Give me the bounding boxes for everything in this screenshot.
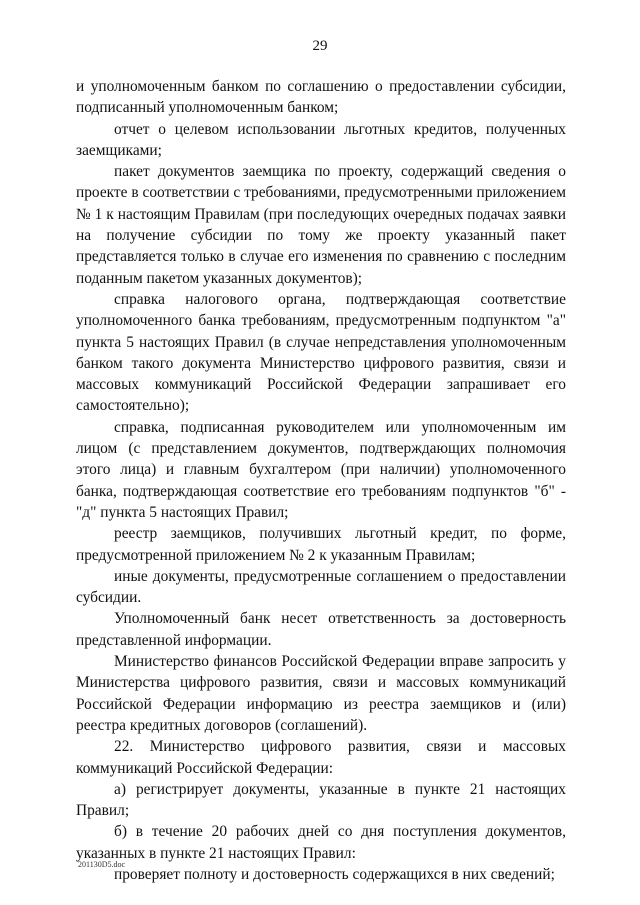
footer-file-code: 201130D5.doc: [78, 860, 126, 869]
paragraph: проверяет полноту и достоверность содержащихся в них сведений;: [114, 865, 555, 883]
paragraph: Министерство финансов Российской Федерации вправе запросить у Министерства цифрового развития, связи и массовых коммуникаций Российской Федерации информацию из реестра заемщиков и (или) реестра кредитных договоров (соглашений).: [76, 653, 566, 734]
paragraph: отчет о целевом использовании льготных кредитов, полученных заемщиками;: [76, 120, 566, 159]
paragraph: 22. Министерство цифрового развития, связи и массовых коммуникаций Российской Федерации:: [76, 738, 566, 777]
paragraph: а) регистрирует документы, указанные в пункте 21 настоящих Правил;: [76, 780, 566, 820]
paragraph: Уполномоченный банк несет ответственность за достоверность представленной информации.: [76, 610, 566, 649]
paragraph: б) в течение 20 рабочих дней со дня поступления документов, указанных в пункте 21 настоящих Правил:: [76, 823, 566, 862]
paragraph: реестр заемщиков, получивших льготный кредит, по форме, предусмотренной приложением № 2 к указанным Правилам;: [76, 525, 566, 564]
paragraph: пакет документов заемщика по проекту, содержащий сведения о проекте в соответствии с требованиями, предусмотренными приложением № 1 к настоящим Правилам (при последующих очередных подачах заявки на получение субсидии по тому же проекту указанный пакет представляется только в случае его изменения по сравнению с последним поданным пакетом указанных документов);: [76, 163, 566, 287]
document-body: [76, 76, 566, 885]
paragraph: иные документы, предусмотренные соглашением о предоставлении субсидии.: [76, 567, 566, 607]
paragraph: и уполномоченным банком по соглашению о предоставлении субсидии, подписанный уполномоченным банком;: [76, 78, 566, 117]
paragraph: справка налогового органа, подтверждающая соответствие уполномоченного банка требованиям, предусмотренным подпунктом "а" пункта 5 настоящих Правил (в случае непредставления уполномоченным банком такого документа Министерство цифрового развития, связи и массовых коммуникаций Российской Федерации запрашивает его самостоятельно);: [76, 290, 566, 415]
paragraph: справка, подписанная руководителем или уполномоченным им лицом (с представлением документов, подтверждающих полномочия этого лица) и главным бухгалтером (при наличии) уполномоченного банка, подтверждающая соответствие его требованиям подпунктов "б" - "д" пункта 5 настоящих Правил;: [76, 418, 566, 521]
page-number: 29: [312, 38, 328, 54]
